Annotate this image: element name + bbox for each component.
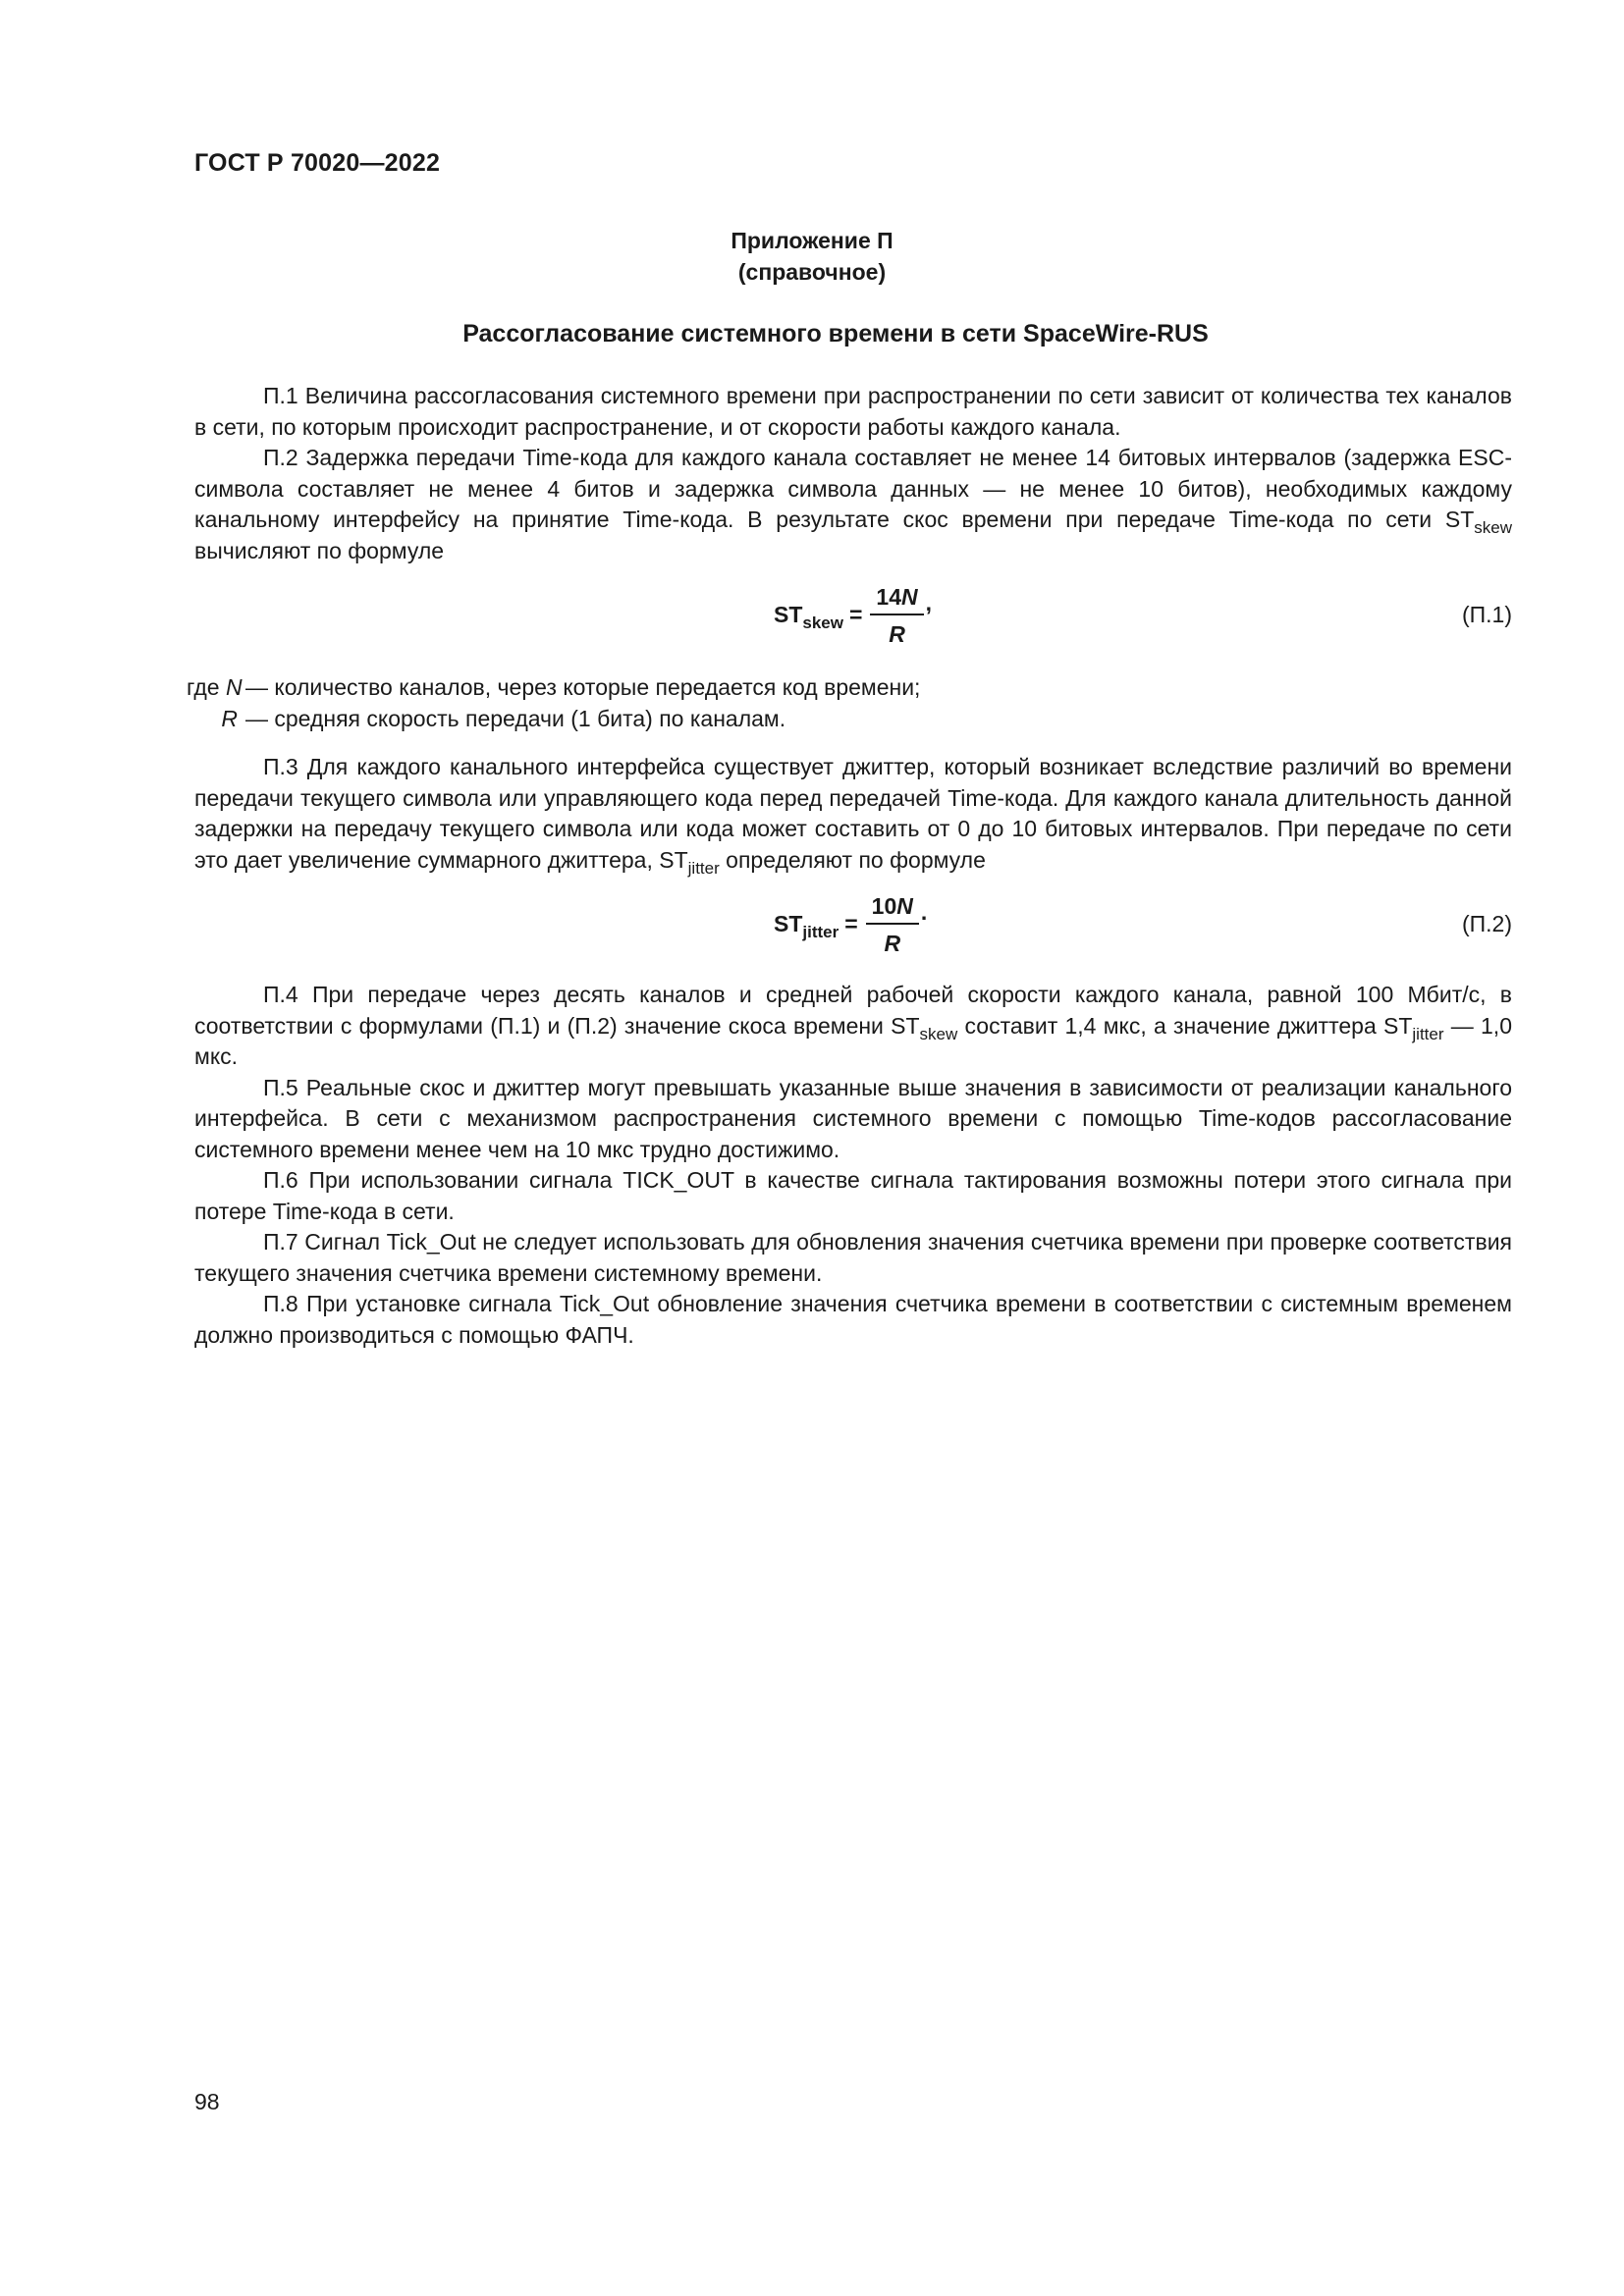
legend-text-r <box>238 704 785 735</box>
legend-row-r <box>187 704 1512 735</box>
paragraph-p4 <box>194 980 1512 1073</box>
p3-subscript: jitter <box>687 858 720 878</box>
formula-p2-lhs-sub: jitter <box>802 923 839 942</box>
formula-p1-row <box>194 576 1512 670</box>
annex-kind: (справочное) <box>737 259 887 285</box>
formula-p2-denominator: R <box>884 931 901 956</box>
formula-p2-row <box>194 885 1512 980</box>
legend-desc-r: средняя скорость передачи (1 бита) по каналам. <box>274 705 786 731</box>
p2-text-b: вычисляют по формуле <box>194 537 445 563</box>
formula-p1-fraction <box>870 582 923 649</box>
formula-p2-trail: . <box>920 899 928 926</box>
formula-p1-denominator: R <box>889 621 905 647</box>
formula-p2-num-var: N <box>896 893 913 919</box>
formula-p2-equals: = <box>844 911 858 937</box>
legend-dash-r: — <box>245 705 268 731</box>
legend-symbol-r-var: R <box>221 705 238 731</box>
formula-p1-number: (П.1) <box>1461 602 1512 627</box>
paragraph-p2 <box>194 443 1512 566</box>
paragraph-p3 <box>194 752 1512 876</box>
p4-text-b: составит 1,4 мкс, а значение джиттера ST <box>957 1012 1413 1039</box>
annex-title: Приложение П <box>731 228 893 253</box>
legend-text-n <box>238 672 920 704</box>
document-standard-code: ГОСТ Р 70020—2022 <box>194 149 441 177</box>
legend-row-n <box>187 672 1512 704</box>
formula-legend <box>187 672 1512 734</box>
legend-symbol-n-var: N <box>225 674 243 700</box>
paragraph-p6: П.6 При использовании сигнала TICK_OUT в качестве сигнала тактирования возможны потери этого сигнала при потере Time-кода в сети. <box>194 1167 1512 1224</box>
formula-p1-lhs-base: ST <box>774 602 803 628</box>
p2-text-a: П.2 Задержка передачи Time-кода для каждого канала составляет не менее 14 битовых интервалов (задержка ESC-символа составляет не менее 4 битов и задержка символа данных — не менее 10 битов), необходимых каждому канальному интерфейсу на принятие Time-кода. В результате скос времени при передаче Time-кода по сети ST <box>194 445 1512 532</box>
formula-p1-equals: = <box>848 602 863 628</box>
paragraph-p8: П.8 При установке сигнала Tick_Out обновление значения счетчика времени в соответствии с системным временем должно производиться с помощью ФАПЧ. <box>194 1291 1512 1348</box>
formula-p1 <box>774 582 932 649</box>
annex-heading: Рассогласование системного времени в сети SpaceWire-RUS <box>462 320 1209 347</box>
legend-symbol-r <box>187 704 238 735</box>
document-body <box>187 381 1512 1351</box>
legend-dash-n: — <box>245 674 268 700</box>
p3-text-a: П.3 Для каждого канального интерфейса существует джиттер, который возникает вследствие различий во времени передачи текущего символа или управляющего кода перед передачей Time-кода. Для каждого канала длительность данной задержки на передачу текущего символа или кода может составить от 0 до 10 битовых интервалов. При передаче по сети это дает увеличение суммарного джиттера, ST <box>194 754 1512 873</box>
formula-p2-lhs <box>774 909 839 940</box>
formula-p1-num-var: N <box>901 584 918 610</box>
formula-p2-number: (П.2) <box>1461 911 1512 936</box>
formula-p1-numerator <box>870 582 923 615</box>
formula-p1-lhs <box>774 600 843 631</box>
formula-p2-numerator <box>866 891 919 925</box>
formula-p1-lhs-sub: skew <box>802 614 843 633</box>
formula-p1-num-coef: 14 <box>876 584 902 610</box>
p3-text-b: определяют по формуле <box>719 846 986 873</box>
p4-text-c: — 1,0 мкс. <box>194 1012 1512 1069</box>
p4-subscript-a: skew <box>919 1024 958 1043</box>
formula-p2-num-coef: 10 <box>871 893 897 919</box>
page-number: 98 <box>194 2089 220 2114</box>
p4-text-a: П.4 При передаче через десять каналов и средней рабочей скорости каждого канала, равной 100 Мбит/с, в соответствии с формулами (П.1) и (П.2) значение скоса времени ST <box>194 982 1512 1039</box>
p2-subscript: skew <box>1474 518 1512 537</box>
paragraph-p1: П.1 Величина рассогласования системного времени при распространении по сети зависит от количества тех каналов в сети, по которым происходит распространение, и от скорости работы каждого канала. <box>194 383 1512 440</box>
legend-desc-n: количество каналов, через которые передается код времени; <box>274 674 921 700</box>
legend-symbol-n <box>187 672 243 704</box>
formula-p1-trail: , <box>925 590 933 616</box>
formula-p2-lhs-base: ST <box>774 911 803 937</box>
p4-subscript-b: jitter <box>1412 1024 1444 1043</box>
formula-p2-fraction <box>866 891 919 958</box>
formula-p2 <box>774 891 927 958</box>
paragraph-p5: П.5 Реальные скос и джиттер могут превышать указанные выше значения в зависимости от реализации канального интерфейса. В сети с механизмом распространения системного времени с помощью Time-кодов рассогласование системного времени менее чем на 10 мкс трудно достижимо. <box>194 1074 1512 1162</box>
paragraph-p7: П.7 Сигнал Tick_Out не следует использовать для обновления значения счетчика времени при проверке соответствия текущего значения счетчика времени системному времени. <box>194 1229 1512 1286</box>
legend-prefix: где <box>187 674 220 700</box>
